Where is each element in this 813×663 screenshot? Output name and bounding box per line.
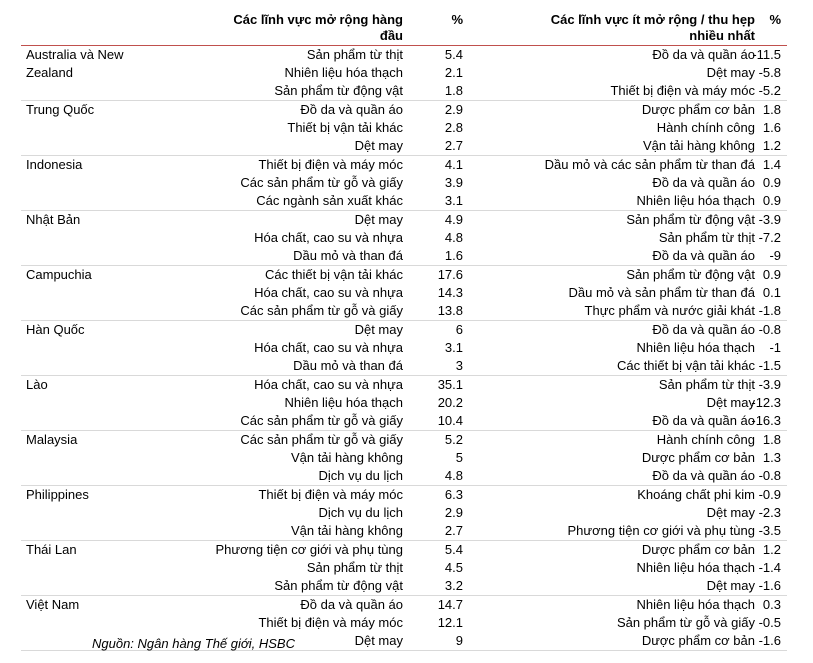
top-sector-pct: 2.1: [444, 65, 463, 80]
top-sector-pct: 9: [455, 633, 463, 648]
low-sector-pct: 1.2: [762, 138, 781, 153]
low-sector-pct: -11.5: [752, 47, 781, 62]
top-sector-pct: 4.5: [444, 560, 463, 575]
top-sector-pct: 2.9: [444, 505, 463, 520]
table-row: [21, 137, 787, 155]
low-sector-pct: 1.2: [762, 542, 781, 557]
low-sector-pct: -3.9: [758, 212, 781, 227]
table-row: [21, 394, 787, 412]
top-sector-pct: 35.1: [437, 377, 463, 392]
top-sector-pct: 1.8: [444, 83, 463, 98]
table-row: [21, 229, 787, 247]
low-sector: Hành chính công: [656, 120, 755, 135]
table-row: [21, 64, 787, 82]
low-sector-pct: -7.2: [758, 230, 781, 245]
low-sector: Sản phẩm từ thịt: [658, 230, 755, 245]
low-sector-pct: -1.6: [758, 633, 781, 648]
country-group: [21, 156, 787, 211]
low-sector: Dệt may: [706, 395, 755, 410]
top-sector-pct: 2.7: [444, 523, 463, 538]
low-sector-pct: 1.6: [762, 120, 781, 135]
table-row: [21, 247, 787, 265]
top-sector: Dịch vụ du lịch: [318, 505, 403, 520]
top-sector: Sản phẩm từ thịt: [306, 560, 403, 575]
low-sector: Đồ da và quần áo: [652, 175, 755, 190]
low-sector-pct: 1.8: [762, 432, 781, 447]
low-sector-pct: 1.8: [762, 102, 781, 117]
header-low-sectors: [501, 12, 755, 44]
low-sector: Phương tiện cơ giới và phụ tùng: [567, 523, 755, 538]
top-sector-pct: 4.9: [444, 212, 463, 227]
low-sector: Nhiên liệu hóa thạch: [636, 560, 755, 575]
low-sector-pct: -16.3: [751, 413, 781, 428]
header-low-line2: nhiều nhất: [689, 28, 755, 43]
low-sector-pct: -1.5: [758, 358, 781, 373]
low-sector: Đồ da và quần áo: [652, 468, 755, 483]
top-sector-pct: 6.3: [444, 487, 463, 502]
header-low-line1: Các lĩnh vực ít mở rộng / thu hẹp: [550, 12, 755, 27]
low-sector: Vận tải hàng không: [642, 138, 755, 153]
low-sector-pct: 0.9: [762, 193, 781, 208]
table-row: [21, 101, 787, 119]
top-sector: Thiết bị điện và máy móc: [258, 157, 403, 172]
low-sector: Đồ da và quần áo: [652, 413, 755, 428]
low-sector-pct: -12.3: [751, 395, 781, 410]
top-sector-pct: 13.8: [437, 303, 463, 318]
country-group: [21, 266, 787, 321]
top-sector-pct: 2.7: [444, 138, 463, 153]
country-name: Hàn Quốc: [26, 322, 85, 337]
top-sector: Vận tải hàng không: [290, 523, 403, 538]
low-sector: Dệt may: [706, 578, 755, 593]
table-row: [21, 82, 787, 100]
top-sector-pct: 20.2: [437, 395, 463, 410]
table-row: [21, 266, 787, 284]
low-sector: Sản phẩm từ gỗ và giấy: [616, 615, 755, 630]
top-sector: Phương tiện cơ giới và phụ tùng: [215, 542, 403, 557]
country-group: [21, 431, 787, 486]
low-sector-pct: -5.2: [758, 83, 781, 98]
table-row: [21, 376, 787, 394]
low-sector-pct: -3.5: [758, 523, 781, 538]
low-sector: Dệt may: [706, 65, 755, 80]
top-sector: Hóa chất, cao su và nhựa: [254, 377, 403, 392]
low-sector-pct: 0.3: [762, 597, 781, 612]
low-sector-pct: -0.8: [758, 468, 781, 483]
country-name: Campuchia: [26, 267, 92, 282]
top-sector: Các thiết bị vận tải khác: [264, 267, 403, 282]
low-sector: Dệt may: [706, 505, 755, 520]
top-sector: Thiết bị vận tải khác: [287, 120, 403, 135]
table-row: [21, 119, 787, 137]
table-row: [21, 412, 787, 430]
low-sector: Thiết bị điện và máy móc: [610, 83, 755, 98]
low-sector: Nhiên liệu hóa thạch: [636, 340, 755, 355]
table-row: [21, 284, 787, 302]
top-sector: Dệt may: [354, 633, 403, 648]
table-row: [21, 339, 787, 357]
top-sector-pct: 4.8: [444, 230, 463, 245]
low-sector: Sản phẩm từ động vật: [626, 212, 755, 227]
low-sector: Sản phẩm từ động vật: [626, 267, 755, 282]
header-pct-top: %: [451, 12, 463, 27]
top-sector-pct: 5.2: [444, 432, 463, 447]
top-sector-pct: 5: [455, 450, 463, 465]
low-sector: Dầu mỏ và sản phẩm từ than đá: [568, 285, 755, 300]
top-sector-pct: 3.9: [444, 175, 463, 190]
top-sector-pct: 3: [455, 358, 463, 373]
top-sector: Sản phẩm từ thịt: [306, 47, 403, 62]
top-sector: Hóa chất, cao su và nhựa: [254, 340, 403, 355]
sector-table: [21, 8, 787, 651]
low-sector: Các thiết bị vận tải khác: [616, 358, 755, 373]
top-sector-pct: 14.3: [437, 285, 463, 300]
top-sector: Các sản phẩm từ gỗ và giấy: [240, 413, 403, 428]
top-sector: Dệt may: [354, 138, 403, 153]
top-sector: Nhiên liệu hóa thạch: [284, 65, 403, 80]
top-sector-pct: 4.8: [444, 468, 463, 483]
top-sector: Hóa chất, cao su và nhựa: [254, 230, 403, 245]
top-sector-pct: 1.6: [444, 248, 463, 263]
top-sector-pct: 14.7: [437, 597, 463, 612]
low-sector-pct: -9: [769, 248, 781, 263]
low-sector-pct: -0.9: [758, 487, 781, 502]
top-sector: Đồ da và quần áo: [300, 102, 403, 117]
country-name: Zealand: [26, 65, 73, 80]
table-row: [21, 504, 787, 522]
low-sector: Sản phẩm từ thịt: [658, 377, 755, 392]
low-sector: Đồ da và quần áo: [652, 322, 755, 337]
top-sector-pct: 5.4: [444, 47, 463, 62]
low-sector-pct: -1.8: [758, 303, 781, 318]
top-sector: Sản phẩm từ động vật: [274, 578, 403, 593]
table-row: [21, 192, 787, 210]
top-sector: Các ngành sản xuất khác: [256, 193, 403, 208]
country-group: [21, 101, 787, 156]
low-sector-pct: 0.9: [762, 267, 781, 282]
country-group: [21, 211, 787, 266]
low-sector: Khoáng chất phi kim: [637, 487, 755, 502]
low-sector-pct: -5.8: [758, 65, 781, 80]
low-sector: Thực phẩm và nước giải khát: [584, 303, 755, 318]
top-sector-pct: 3.2: [444, 578, 463, 593]
top-sector-pct: 10.4: [437, 413, 463, 428]
country-group: [21, 541, 787, 596]
table-row: [21, 614, 787, 632]
top-sector-pct: 17.6: [437, 267, 463, 282]
low-sector: Dược phẩm cơ bản: [641, 633, 755, 648]
top-sector-pct: 6: [455, 322, 463, 337]
top-sector: Các sản phẩm từ gỗ và giấy: [240, 175, 403, 190]
header-top-sectors: Các lĩnh vực mở rộng hàng đầu: [233, 12, 403, 43]
country-group: [21, 376, 787, 431]
country-name: Trung Quốc: [26, 102, 95, 117]
low-sector-pct: -3.9: [758, 377, 781, 392]
table-row: [21, 431, 787, 449]
top-sector: Vận tải hàng không: [290, 450, 403, 465]
top-sector: Dệt may: [354, 322, 403, 337]
table-header: [21, 8, 787, 46]
low-sector-pct: -2.3: [758, 505, 781, 520]
country-name: Malaysia: [26, 432, 78, 447]
low-sector: Nhiên liệu hóa thạch: [636, 193, 755, 208]
country-name: Philippines: [26, 487, 89, 502]
table-row: [21, 577, 787, 595]
country-group: [21, 46, 787, 101]
low-sector: Dược phẩm cơ bản: [641, 450, 755, 465]
top-sector: Nhiên liệu hóa thạch: [284, 395, 403, 410]
table-row: [21, 211, 787, 229]
country-name: Indonesia: [26, 157, 83, 172]
table-row: [21, 174, 787, 192]
top-sector-pct: 5.4: [444, 542, 463, 557]
header-pct-low: %: [769, 12, 781, 27]
top-sector: Các sản phẩm từ gỗ và giấy: [240, 432, 403, 447]
table-row: [21, 467, 787, 485]
table-row: [21, 321, 787, 339]
top-sector: Thiết bị điện và máy móc: [258, 487, 403, 502]
country-group: [21, 486, 787, 541]
low-sector-pct: -0.8: [758, 322, 781, 337]
table-row: [21, 486, 787, 504]
top-sector: Dịch vụ du lịch: [318, 468, 403, 483]
top-sector: Dầu mỏ và than đá: [293, 248, 403, 263]
top-sector-pct: 2.9: [444, 102, 463, 117]
top-sector: Thiết bị điện và máy móc: [258, 615, 403, 630]
top-sector-pct: 3.1: [444, 340, 463, 355]
table-row: [21, 357, 787, 375]
table-row: [21, 46, 787, 64]
low-sector-pct: 1.3: [762, 450, 781, 465]
country-name: Thái Lan: [26, 542, 77, 557]
low-sector-pct: 1.4: [762, 157, 781, 172]
low-sector-pct: 0.1: [762, 285, 781, 300]
low-sector: Dược phẩm cơ bản: [641, 102, 755, 117]
top-sector: Hóa chất, cao su và nhựa: [254, 285, 403, 300]
low-sector: Dược phẩm cơ bản: [641, 542, 755, 557]
top-sector: Sản phẩm từ động vật: [274, 83, 403, 98]
source-note: Nguồn: Ngân hàng Thế giới, HSBC: [92, 636, 295, 651]
low-sector-pct: -1.4: [758, 560, 781, 575]
top-sector-pct: 2.8: [444, 120, 463, 135]
low-sector-pct: -1.6: [758, 578, 781, 593]
table-row: [21, 156, 787, 174]
low-sector: Nhiên liệu hóa thạch: [636, 597, 755, 612]
top-sector: Dệt may: [354, 212, 403, 227]
table-row: [21, 541, 787, 559]
table-row: [21, 596, 787, 614]
country-name: Lào: [26, 377, 48, 392]
table-row: [21, 559, 787, 577]
top-sector-pct: 3.1: [444, 193, 463, 208]
top-sector: Dầu mỏ và than đá: [293, 358, 403, 373]
low-sector-pct: -0.5: [758, 615, 781, 630]
low-sector: Dầu mỏ và các sản phẩm từ than đá: [544, 157, 755, 172]
country-name: Australia và New: [26, 47, 124, 62]
low-sector-pct: 0.9: [762, 175, 781, 190]
table-row: [21, 449, 787, 467]
low-sector-pct: -1: [769, 340, 781, 355]
table-row: [21, 522, 787, 540]
table-body: [21, 46, 787, 651]
top-sector-pct: 12.1: [437, 615, 463, 630]
low-sector: Đồ da và quần áo: [652, 47, 755, 62]
low-sector: Đồ da và quần áo: [652, 248, 755, 263]
top-sector-pct: 4.1: [444, 157, 463, 172]
country-group: [21, 321, 787, 376]
top-sector: Các sản phẩm từ gỗ và giấy: [240, 303, 403, 318]
country-name: Nhật Bản: [26, 212, 81, 227]
top-sector: Đồ da và quần áo: [300, 597, 403, 612]
table-row: [21, 302, 787, 320]
low-sector: Hành chính công: [656, 432, 755, 447]
country-name: Việt Nam: [26, 597, 80, 612]
